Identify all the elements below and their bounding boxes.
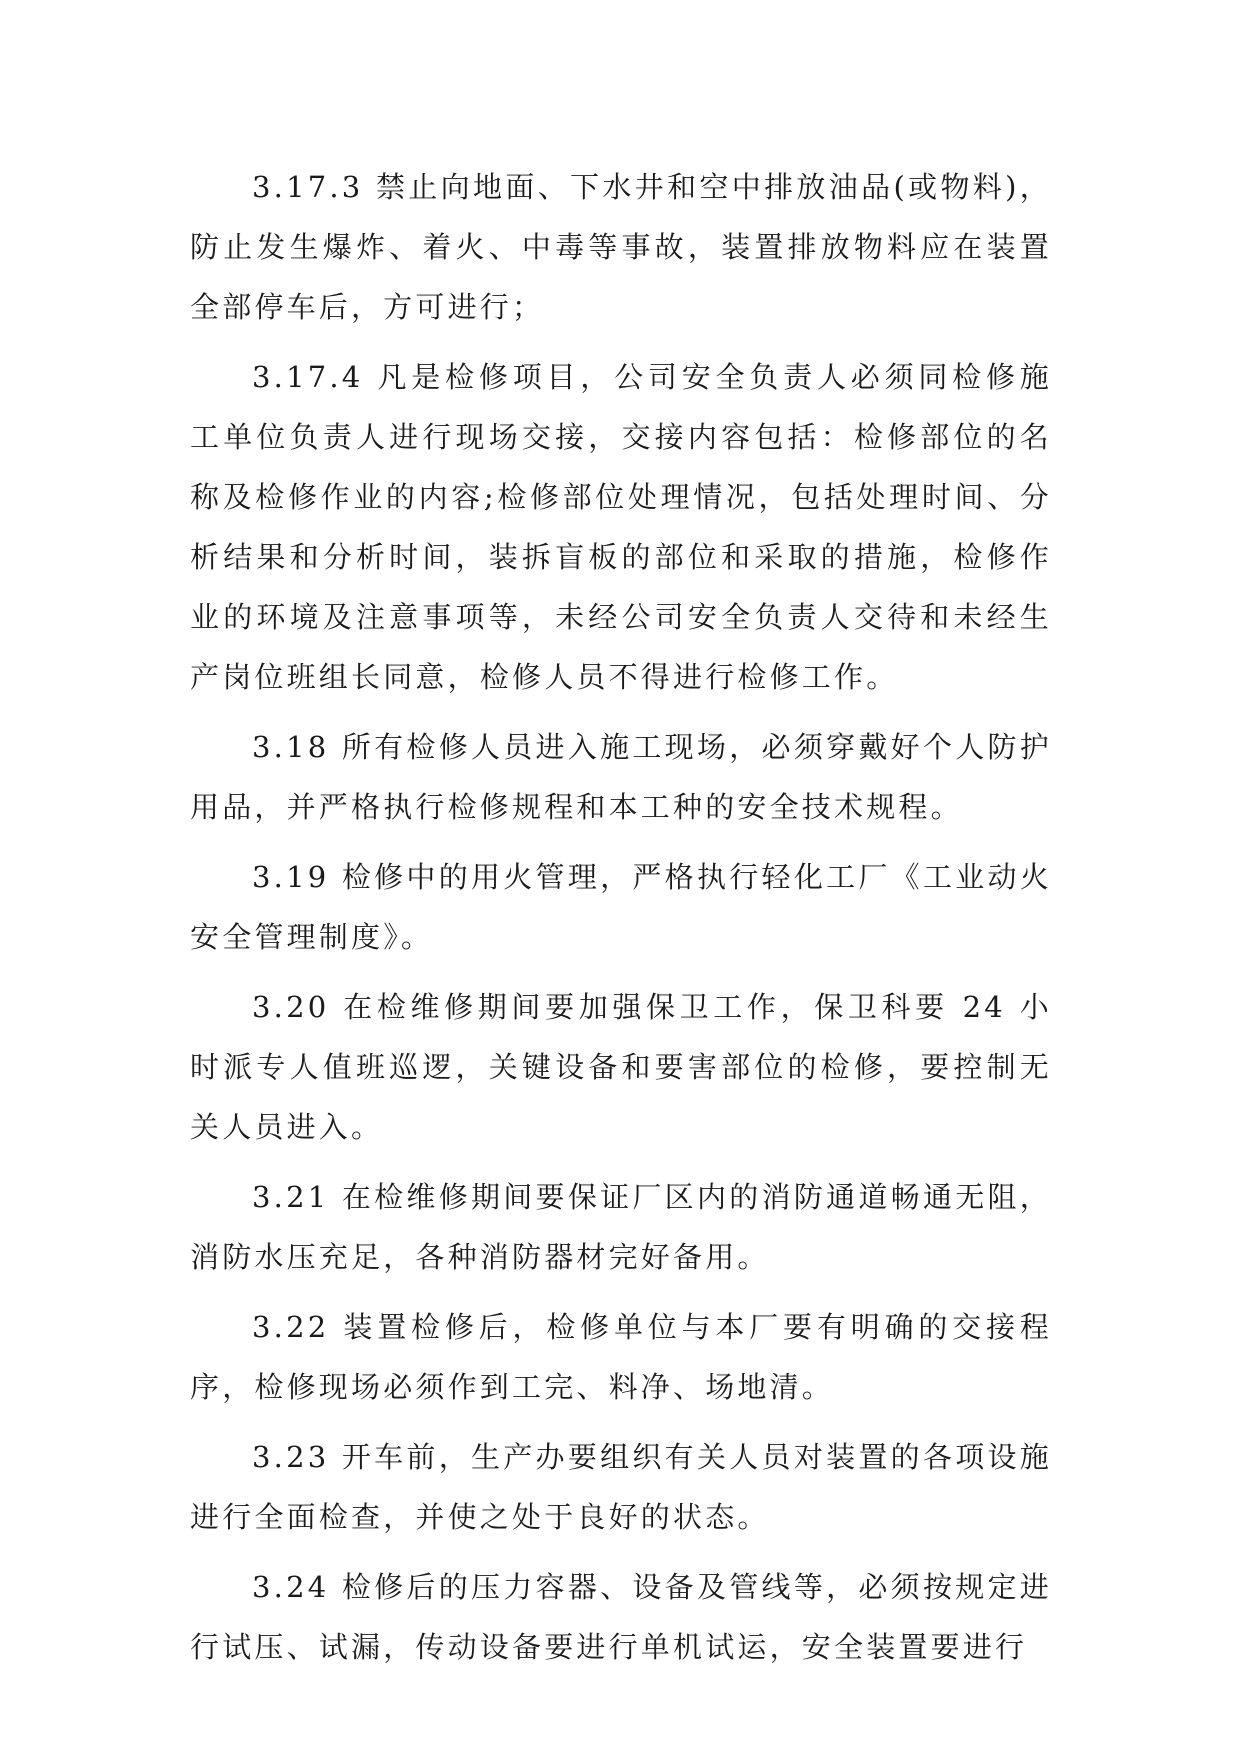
paragraph-3-20: 3.20 在检维修期间要加强保卫工作，保卫科要 24 小时派专人值班巡逻，关键设备和要害部位的检修，要控制无关人员进入。 [190,990,1052,1144]
paragraph-3-19: 3.19 检修中的用火管理，严格执行轻化工厂《工业动火安全管理制度》。 [190,860,1052,954]
paragraph-3-21: 3.21 在检维修期间要保证厂区内的消防通道畅通无阻，消防水压充足，各种消防器材完好备用。 [190,1180,1052,1274]
paragraph-3-17-4: 3.17.4 凡是检修项目，公司安全负责人必须同检修施工单位负责人进行现场交接，交接内容包括：检修部位的名称及检修作业的内容;检修部位处理情况，包括处理时间、分析结果和分析时间，装拆盲板的部位和采取的措施，检修作业的环境及注意事项等，未经公司安全负责人交待和未经生产岗位班组长同意，检修人员不得进行检修工作。 [190,360,1052,694]
paragraph-3-24: 3.24 检修后的压力容器、设备及管线等，必须按规定进行试压、试漏，传动设备要进行单机试运，安全装置要进行 [190,1570,1052,1664]
document-body [190,157,1052,1687]
paragraph-3-17-3: 3.17.3 禁止向地面、下水井和空中排放油品(或物料)，防止发生爆炸、着火、中毒等事故，装置排放物料应在装置全部停车后，方可进行； [190,170,1052,324]
paragraph-3-18: 3.18 所有检修人员进入施工现场，必须穿戴好个人防护用品，并严格执行检修规程和本工种的安全技术规程。 [190,730,1052,824]
paragraph-3-22: 3.22 装置检修后，检修单位与本厂要有明确的交接程序，检修现场必须作到工完、料净、场地清。 [190,1310,1052,1404]
paragraph-3-23: 3.23 开车前，生产办要组织有关人员对装置的各项设施进行全面检查，并使之处于良好的状态。 [190,1440,1052,1534]
